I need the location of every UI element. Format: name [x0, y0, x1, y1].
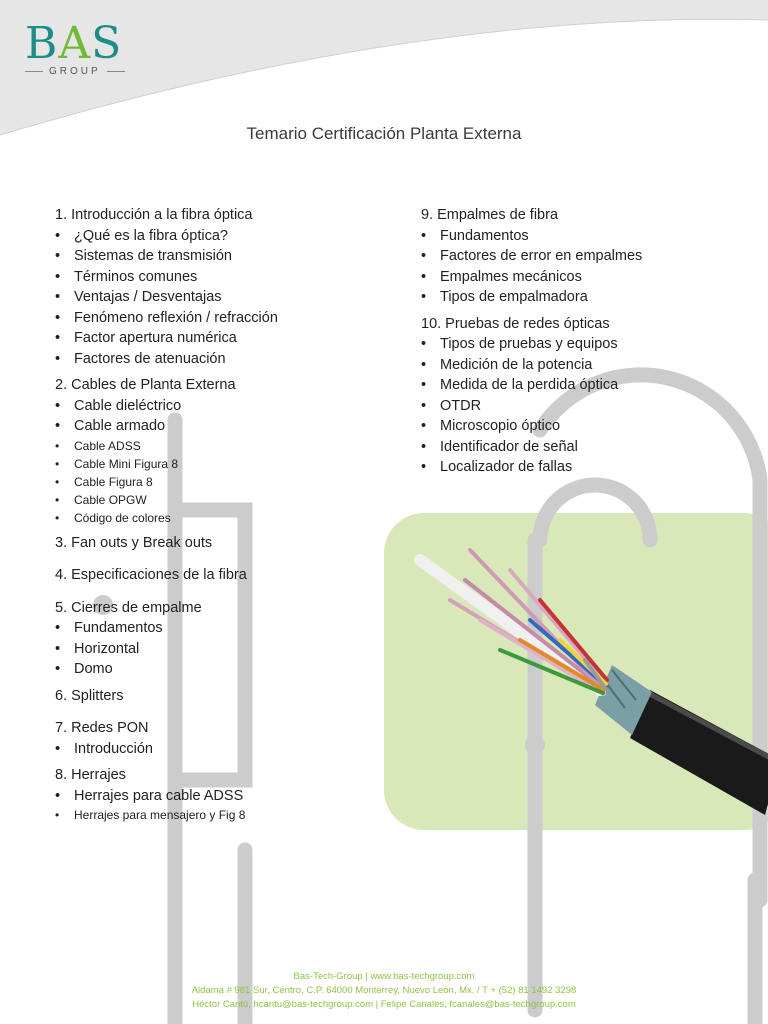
syllabus-section [55, 718, 355, 759]
list-item-label: Tipos de pruebas y equipos [440, 336, 618, 352]
list-item [421, 287, 751, 308]
bullet-icon: • [55, 227, 61, 244]
list-item [55, 455, 355, 473]
bullet-icon: • [421, 289, 427, 305]
list-item-label: Fundamentos [74, 620, 163, 636]
page-title: Temario Certificación Planta Externa [246, 124, 522, 143]
bullet-icon: • [421, 459, 427, 475]
list-item [55, 639, 355, 660]
list-item [421, 355, 751, 376]
bullet-icon: • [55, 474, 60, 489]
list-item [55, 659, 355, 680]
bullet-icon: • [55, 492, 60, 507]
list-item-label: Medición de la potencia [440, 356, 593, 373]
list-item [55, 509, 355, 527]
list-item [421, 226, 751, 247]
bullet-icon: • [55, 418, 61, 434]
logo-wordmark: BAS [25, 18, 123, 69]
list-item-label: Domo [74, 661, 113, 677]
section-heading: 4. Especificaciones de la fibra [55, 567, 247, 583]
list-item [55, 473, 355, 491]
bullet-icon: • [55, 620, 61, 636]
footer-line: Héctor Cantú, hcantu@bas-techgroup.com | Felipe Canales, fcanales@bas-techgroup.com [192, 999, 576, 1010]
section-heading: 7. Redes PON [55, 720, 149, 736]
list-item [55, 437, 355, 455]
list-item-label: Identificador de señal [440, 438, 578, 455]
list-item-label: Cable ADSS [74, 438, 141, 453]
syllabus-section [55, 598, 355, 680]
bullet-icon: • [55, 248, 61, 264]
brand-logo [25, 20, 135, 77]
list-item [421, 246, 751, 267]
list-item [55, 287, 355, 308]
syllabus-left-column [55, 205, 355, 830]
list-item [421, 416, 751, 437]
section-heading: 6. Splitters [55, 687, 124, 704]
list-item-label: Empalmes mecánicos [440, 268, 582, 285]
syllabus-section [421, 205, 751, 308]
list-item [55, 349, 355, 370]
bullet-icon: • [421, 377, 427, 393]
list-item [55, 328, 355, 349]
section-heading: 1. Introducción a la fibra óptica [55, 207, 253, 223]
bullet-icon: • [55, 330, 61, 346]
footer-line: Bas-Tech-Group | www.bas-techgroup.com [293, 971, 475, 982]
bullet-icon: • [55, 510, 60, 525]
bullet-icon: • [421, 227, 427, 244]
list-item [55, 786, 355, 807]
list-item [421, 437, 751, 458]
list-item-label: Medida de la perdida óptica [440, 377, 619, 393]
list-item-label: Factor apertura numérica [74, 330, 237, 346]
list-item-label: Fundamentos [440, 227, 529, 244]
syllabus-section [55, 533, 355, 554]
list-item-label: ¿Qué es la fibra óptica? [74, 227, 228, 244]
bullet-icon: • [421, 268, 427, 285]
list-item-label: Cable dieléctrico [74, 397, 182, 414]
list-item [421, 457, 751, 478]
list-item-label: Introducción [74, 740, 153, 757]
section-heading: 8. Herrajes [55, 767, 126, 783]
list-item [55, 806, 355, 824]
list-item-label: Localizador de fallas [440, 459, 573, 475]
bullet-icon: • [55, 309, 61, 326]
list-item [55, 308, 355, 329]
bullet-icon: • [421, 438, 427, 455]
list-item-label: Términos comunes [74, 268, 198, 285]
bullet-icon: • [55, 640, 61, 657]
syllabus-section [421, 314, 751, 478]
list-item-label: Sistemas de transmisión [74, 248, 232, 264]
section-heading: 2. Cables de Planta Externa [55, 377, 236, 393]
list-item-label: OTDR [440, 397, 482, 414]
footer [0, 970, 768, 1012]
bullet-icon: • [421, 418, 427, 434]
list-item [55, 226, 355, 247]
logo-subtitle: GROUP [25, 66, 135, 77]
syllabus-right-column [421, 205, 751, 484]
bullet-icon: • [55, 740, 61, 757]
bullet-icon: • [55, 661, 61, 677]
list-item-label: Factores de error en empalmes [440, 248, 643, 264]
connector-dot [525, 735, 545, 755]
list-item [421, 267, 751, 288]
bullet-icon: • [55, 397, 61, 414]
bullet-icon: • [421, 336, 427, 352]
list-item-label: Fenómeno reflexión / refracción [74, 309, 278, 326]
syllabus-section [55, 565, 355, 586]
bullet-icon: • [55, 456, 60, 471]
list-item [55, 267, 355, 288]
list-item-label: Herrajes para mensajero y Fig 8 [74, 808, 246, 822]
bullet-icon: • [55, 808, 60, 822]
list-item [55, 618, 355, 639]
list-item-label: Herrajes para cable ADSS [74, 787, 244, 804]
list-item [421, 396, 751, 417]
bullet-icon: • [55, 268, 61, 285]
list-item-label: Ventajas / Desventajas [74, 289, 222, 305]
bullet-icon: • [55, 289, 61, 305]
list-item [421, 334, 751, 355]
list-item-label: Horizontal [74, 640, 140, 657]
bullet-icon: • [421, 397, 427, 414]
bullet-icon: • [421, 248, 427, 264]
syllabus-section [55, 205, 355, 369]
section-heading: 3. Fan outs y Break outs [55, 534, 213, 551]
section-heading: 5. Cierres de empalme [55, 599, 202, 616]
bullet-icon: • [55, 438, 60, 453]
list-item [55, 491, 355, 509]
list-item-label: Tipos de empalmadora [440, 289, 588, 305]
section-heading: 10. Pruebas de redes ópticas [421, 315, 610, 332]
list-item [55, 416, 355, 437]
list-item-label: Cable Mini Figura 8 [74, 456, 179, 471]
list-item [421, 375, 751, 396]
bullet-icon: • [55, 787, 61, 804]
syllabus-section [55, 686, 355, 707]
list-item-label: Código de colores [74, 510, 171, 525]
list-item-label: Microscopio óptico [440, 418, 561, 434]
list-item [55, 246, 355, 267]
list-item-label: Factores de atenuación [74, 350, 226, 367]
list-item-label: Cable OPGW [74, 492, 147, 507]
syllabus-section [55, 375, 355, 527]
list-item [55, 739, 355, 760]
section-heading: 9. Empalmes de fibra [421, 207, 559, 223]
bullet-icon: • [421, 356, 427, 373]
list-item-label: Cable armado [74, 418, 166, 434]
syllabus-section [55, 765, 355, 824]
bullet-icon: • [55, 350, 61, 367]
footer-line: Aldama # 981 Sur, Centro, C.P. 64000 Monterrey, Nuevo León, Mx. / T + (52) 81 1492 3298 [191, 985, 577, 996]
list-item [55, 396, 355, 417]
list-item-label: Cable Figura 8 [74, 474, 153, 489]
